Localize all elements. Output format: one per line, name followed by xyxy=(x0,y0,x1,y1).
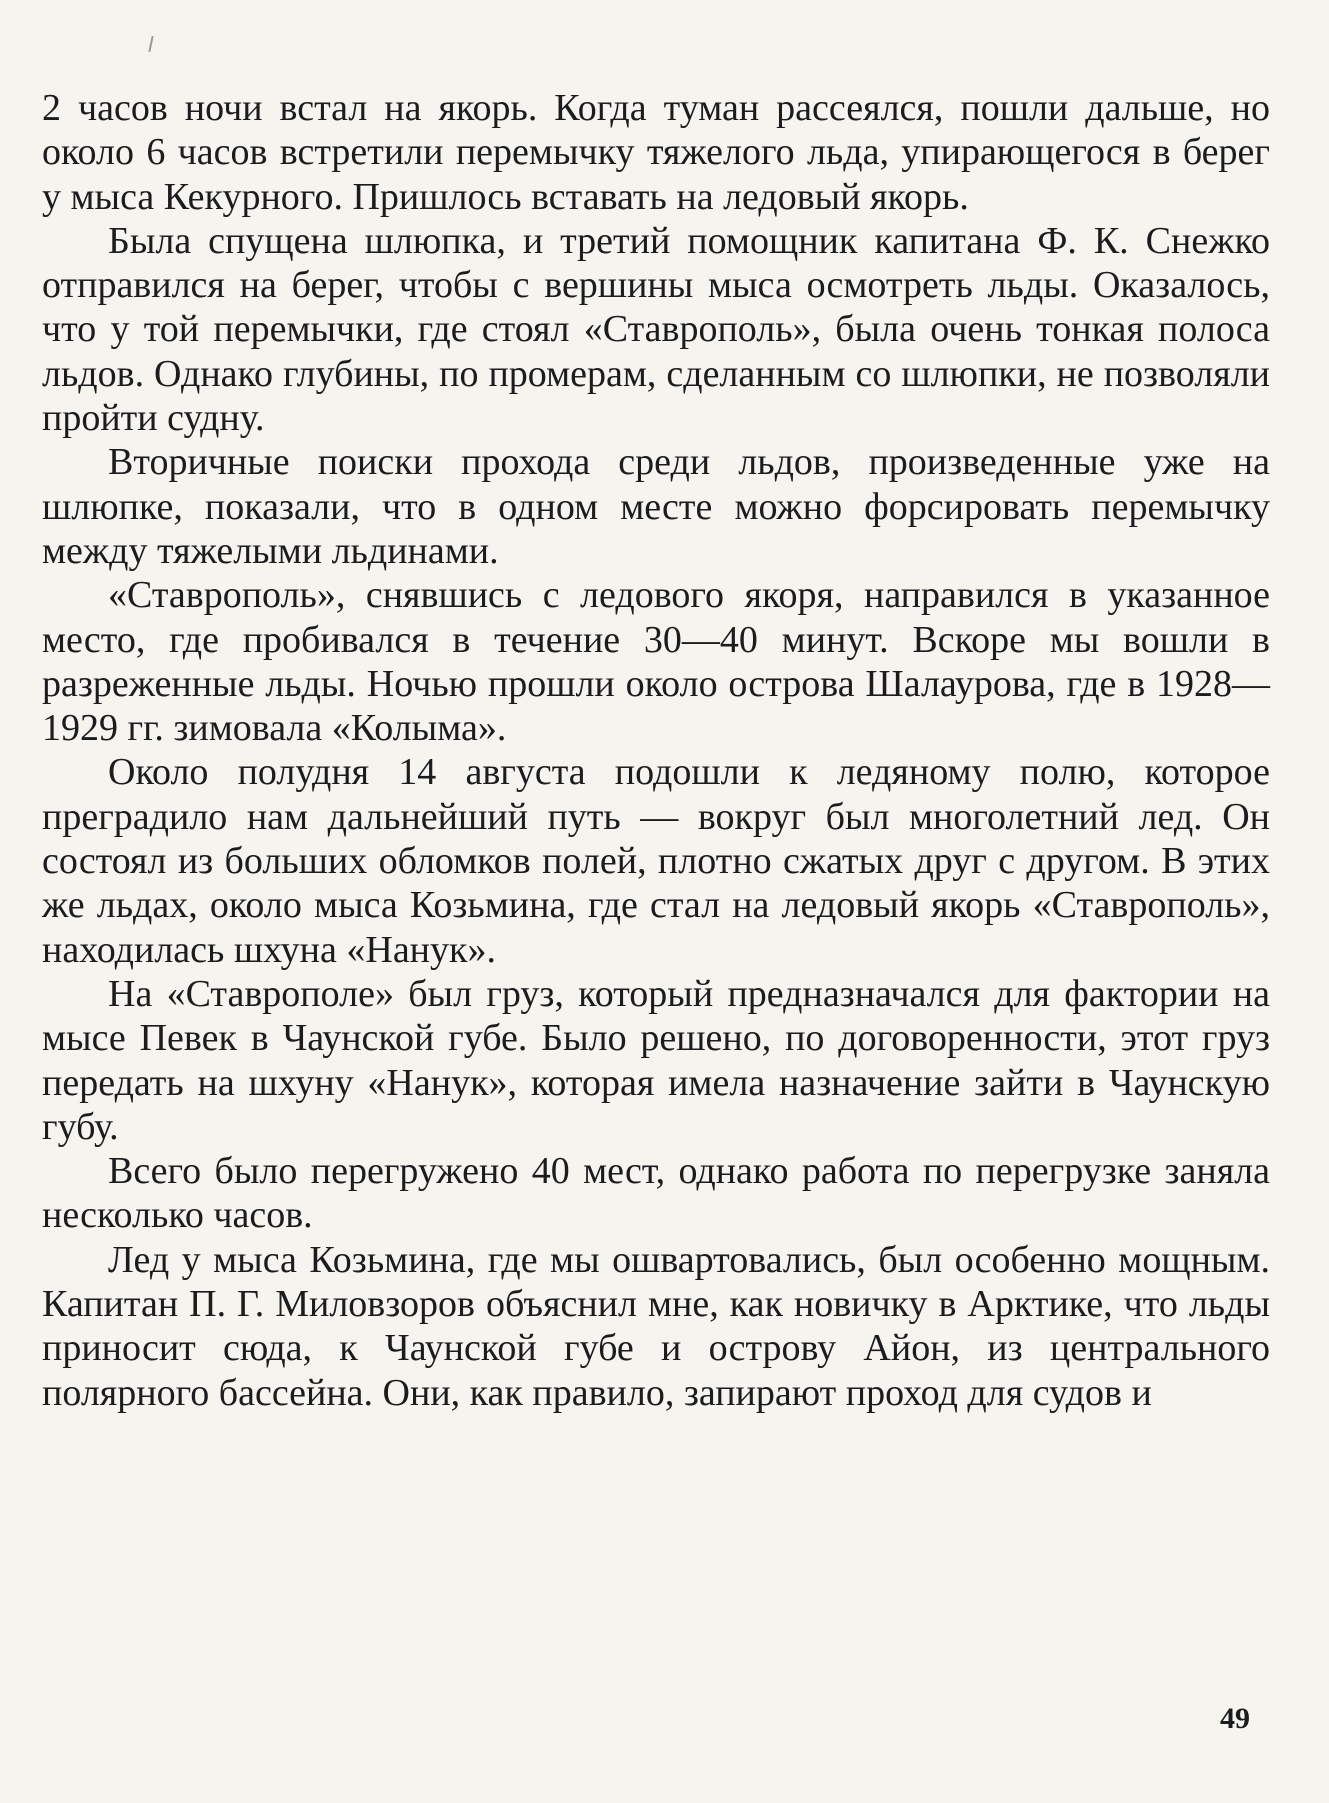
scan-mark xyxy=(148,36,153,52)
paragraph-1: 2 часов ночи встал на якорь. Когда туман рассеялся, пошли дальше, но около 6 часов встретили перемычку тяжелого льда, упирающегося в берег у мыса Кекурного. Пришлось вставать на ледовый якорь. xyxy=(42,87,1270,218)
paragraph-8: Лед у мыса Козьмина, где мы ошвартовались, был особенно мощным. Капитан П. Г. Миловзоров объяснил мне, как новичку в Арктике, что льды приносит сюда, к Чаунской губе и острову Айон, из центрального полярного бассейна. Они, как правило, запирают проход для судов и xyxy=(42,1238,1270,1414)
paragraph-2: Была спущена шлюпка, и третий помощник капитана Ф. К. Снежко отправился на берег, чтобы с вершины мыса осмотреть льды. Оказалось, что у той перемычки, где стоял «Ставрополь», была очень тонкая полоса льдов. Однако глубины, по промерам, сделанным со шлюпки, не позволяли пройти судну. xyxy=(42,219,1270,440)
paragraph-6: На «Ставрополе» был груз, который предназначался для фактории на мысе Певек в Чаунской губе. Было решено, по договоренности, этот груз передать на шхуну «Нанук», которая имела назначение зайти в Чаунскую губу. xyxy=(42,972,1270,1148)
body-text xyxy=(42,86,1270,1415)
paragraph-4: «Ставрополь», снявшись с ледового якоря, направился в указанное место, где пробивался в течение 30—40 минут. Вскоре мы вошли в разреженные льды. Ночью прошли около острова Шалаурова, где в 1928—1929 гг. зимовала «Колыма». xyxy=(42,574,1270,750)
paragraph-7: Всего было перегружено 40 мест, однако работа по перегрузке заняла несколько часов. xyxy=(42,1150,1270,1237)
page-number: 49 xyxy=(1220,1702,1250,1735)
paragraph-3: Вторичные поиски прохода среди льдов, произведенные уже на шлюпке, показали, что в одном месте можно форсировать перемычку между тяжелыми льдинами. xyxy=(42,441,1270,572)
paragraph-5: Около полудня 14 августа подошли к ледяному полю, которое преградило нам дальнейший путь — вокруг был многолетний лед. Он состоял из больших обломков полей, плотно сжатых друг с другом. В этих же льдах, около мыса Козьмина, где стал на ледовый якорь «Ставрополь», находилась шхуна «Нанук». xyxy=(42,751,1270,971)
